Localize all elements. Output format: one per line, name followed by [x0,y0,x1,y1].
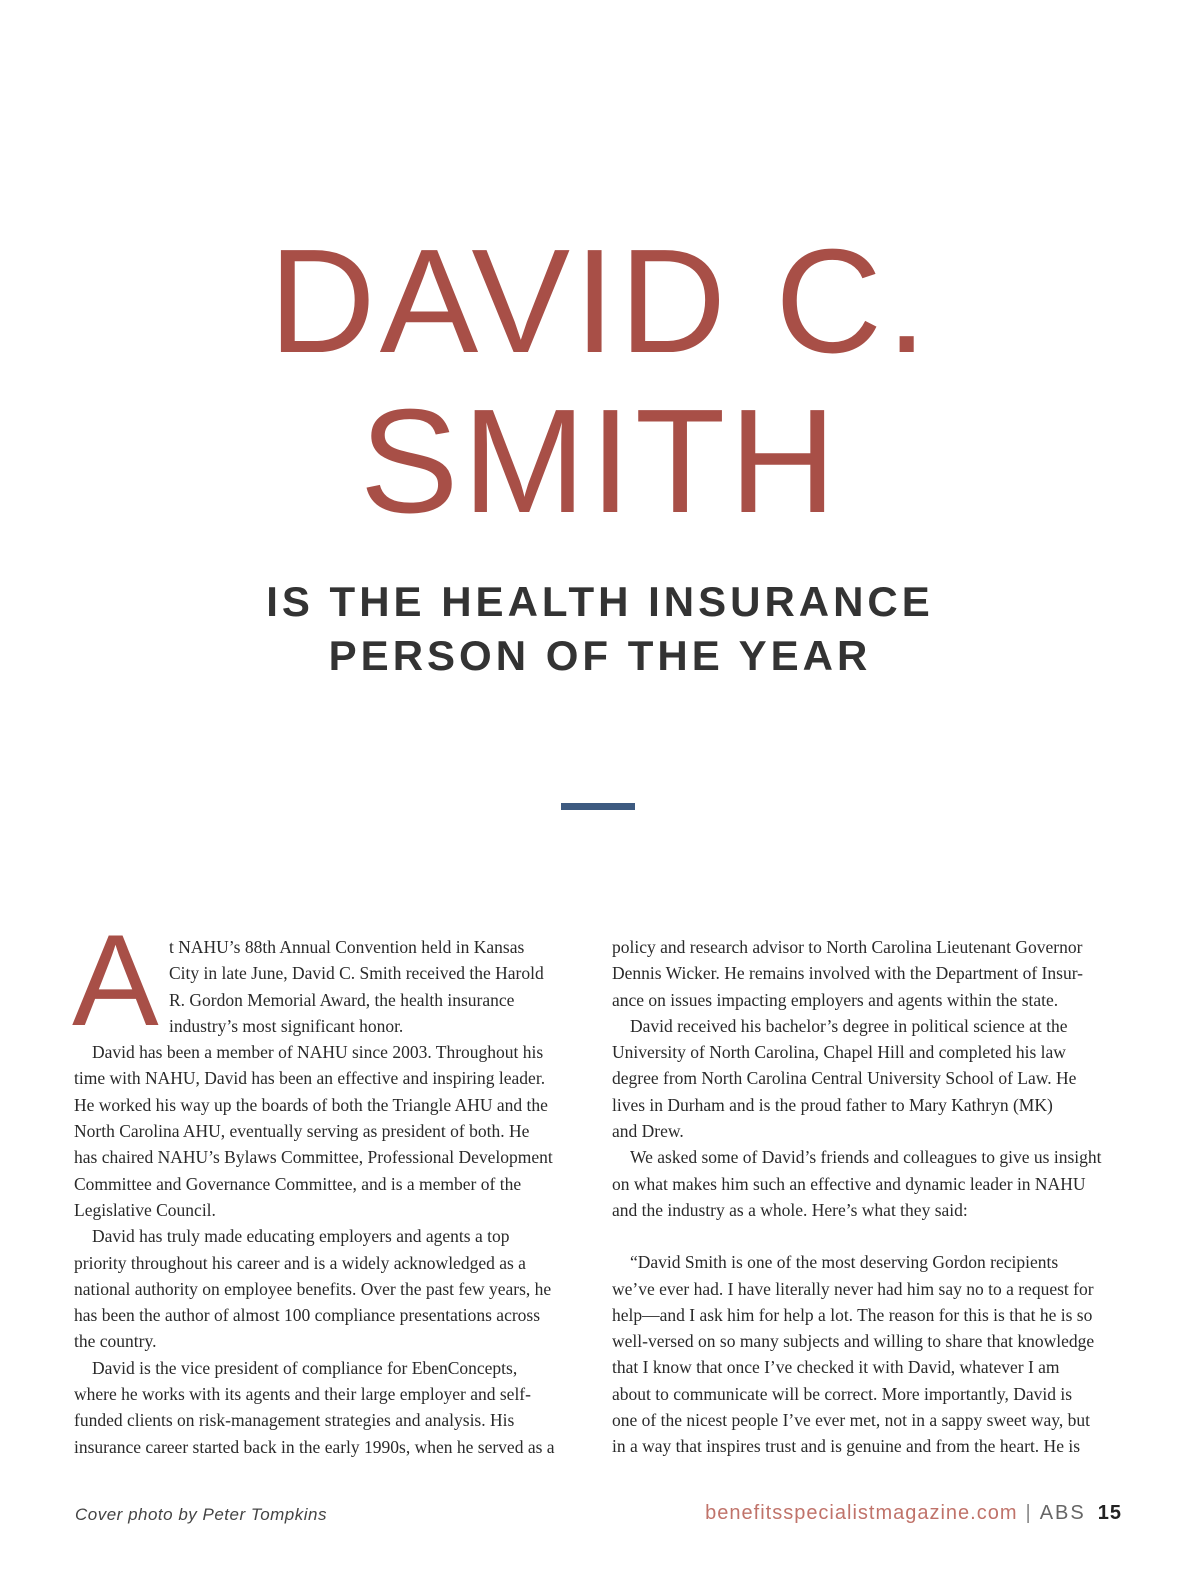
headline-subtitle-line1: IS THE HEALTH INSURANCE [266,578,934,625]
body-line: the country. [74,1331,157,1352]
website-link[interactable]: benefitsspecialistmagazine.com [705,1502,1018,1524]
body-line: where he works with its agents and their large employer and self- [74,1384,531,1405]
page-number: 15 [1097,1502,1122,1524]
quote-line: we’ve ever had. I have literally never had him say no to a request for [612,1278,1094,1299]
body-line: City in late June, David C. Smith received the Harold [169,963,544,984]
body-line: lives in Durham and is the proud father to Mary Kathryn (MK) [612,1094,1053,1115]
body-line: has chaired NAHU’s Bylaws Committee, Professional Development [74,1147,553,1168]
quote-line: about to communicate will be correct. More importantly, David is [612,1383,1073,1404]
body-line: ance on issues impacting employers and agents within the state. [612,989,1059,1010]
body-line: policy and research advisor to North Carolina Lieutenant Governor [612,937,1083,957]
body-line: Dennis Wicker. He remains involved with the Department of Insur- [612,963,1083,984]
body-line: and Drew. [612,1121,684,1142]
body-line: degree from North Carolina Central University School of Law. He [612,1068,1077,1089]
body-line: time with NAHU, David has been an effective and inspiring leader. [74,1068,546,1089]
body-line: Legislative Council. [74,1199,216,1220]
article-column-left [74,934,584,1460]
quote-line: help—and I ask him for help a lot. The reason for this is that he is so [612,1304,1093,1325]
body-line: David received his bachelor’s degree in political science at the [630,1015,1068,1036]
body-line: North Carolina AHU, eventually serving as president of both. He [74,1121,530,1142]
body-line: insurance career started back in the early 1990s, when he served as a [74,1436,555,1457]
quote-line: well-versed on so many subjects and willing to share that knowledge [612,1331,1095,1352]
body-line: industry’s most significant honor. [169,1015,404,1036]
article-column-right [612,934,1126,1460]
body-line: R. Gordon Memorial Award, the health insurance [169,989,515,1010]
drop-cap: A [72,907,159,1053]
headline-name-line1: DAVID C. [268,219,932,384]
photo-credit: Cover photo by Peter Tompkins [75,1505,327,1524]
body-line: David has been a member of NAHU since 2003. Throughout his [92,1042,544,1063]
footer-separator: | [1025,1502,1032,1524]
quote-line: one of the nicest people I’ve ever met, not in a sappy sweet way, but [612,1410,1091,1431]
quote-line: that I know that once I’ve checked it with David, whatever I am [612,1357,1060,1378]
body-line: and the industry as a whole. Here’s what they said: [612,1199,968,1220]
body-line: David has truly made educating employers and agents a top [92,1226,510,1247]
body-line: national authority on employee benefits. Over the past few years, he [74,1278,552,1299]
body-line: funded clients on risk-management strategies and analysis. His [74,1410,515,1431]
body-line: He worked his way up the boards of both the Triangle AHU and the [74,1094,548,1115]
divider-rule [561,803,635,810]
body-line: We asked some of David’s friends and colleagues to give us insight [630,1147,1102,1168]
body-line: on what makes him such an effective and dynamic leader in NAHU [612,1173,1086,1194]
quote-line: in a way that inspires trust and is genuine and from the heart. He is [612,1436,1081,1457]
body-line: has been the author of almost 100 compliance presentations across [74,1305,541,1326]
body-line: University of North Carolina, Chapel Hill and completed his law [612,1042,1066,1063]
body-line: David is the vice president of compliance for EbenConcepts, [92,1357,518,1378]
body-line: priority throughout his career and is a widely acknowledged as a [74,1252,526,1273]
body-line: t NAHU’s 88th Annual Convention held in Kansas [169,937,525,957]
body-line: Committee and Governance Committee, and is a member of the [74,1173,522,1194]
quote-line: “David Smith is one of the most deserving Gordon recipients [630,1252,1059,1273]
headline-subtitle-line2: PERSON OF THE YEAR [328,632,872,679]
magazine-name: ABS [1039,1502,1086,1524]
page-footer [705,1502,1122,1525]
headline-name-line2: SMITH [359,379,841,544]
